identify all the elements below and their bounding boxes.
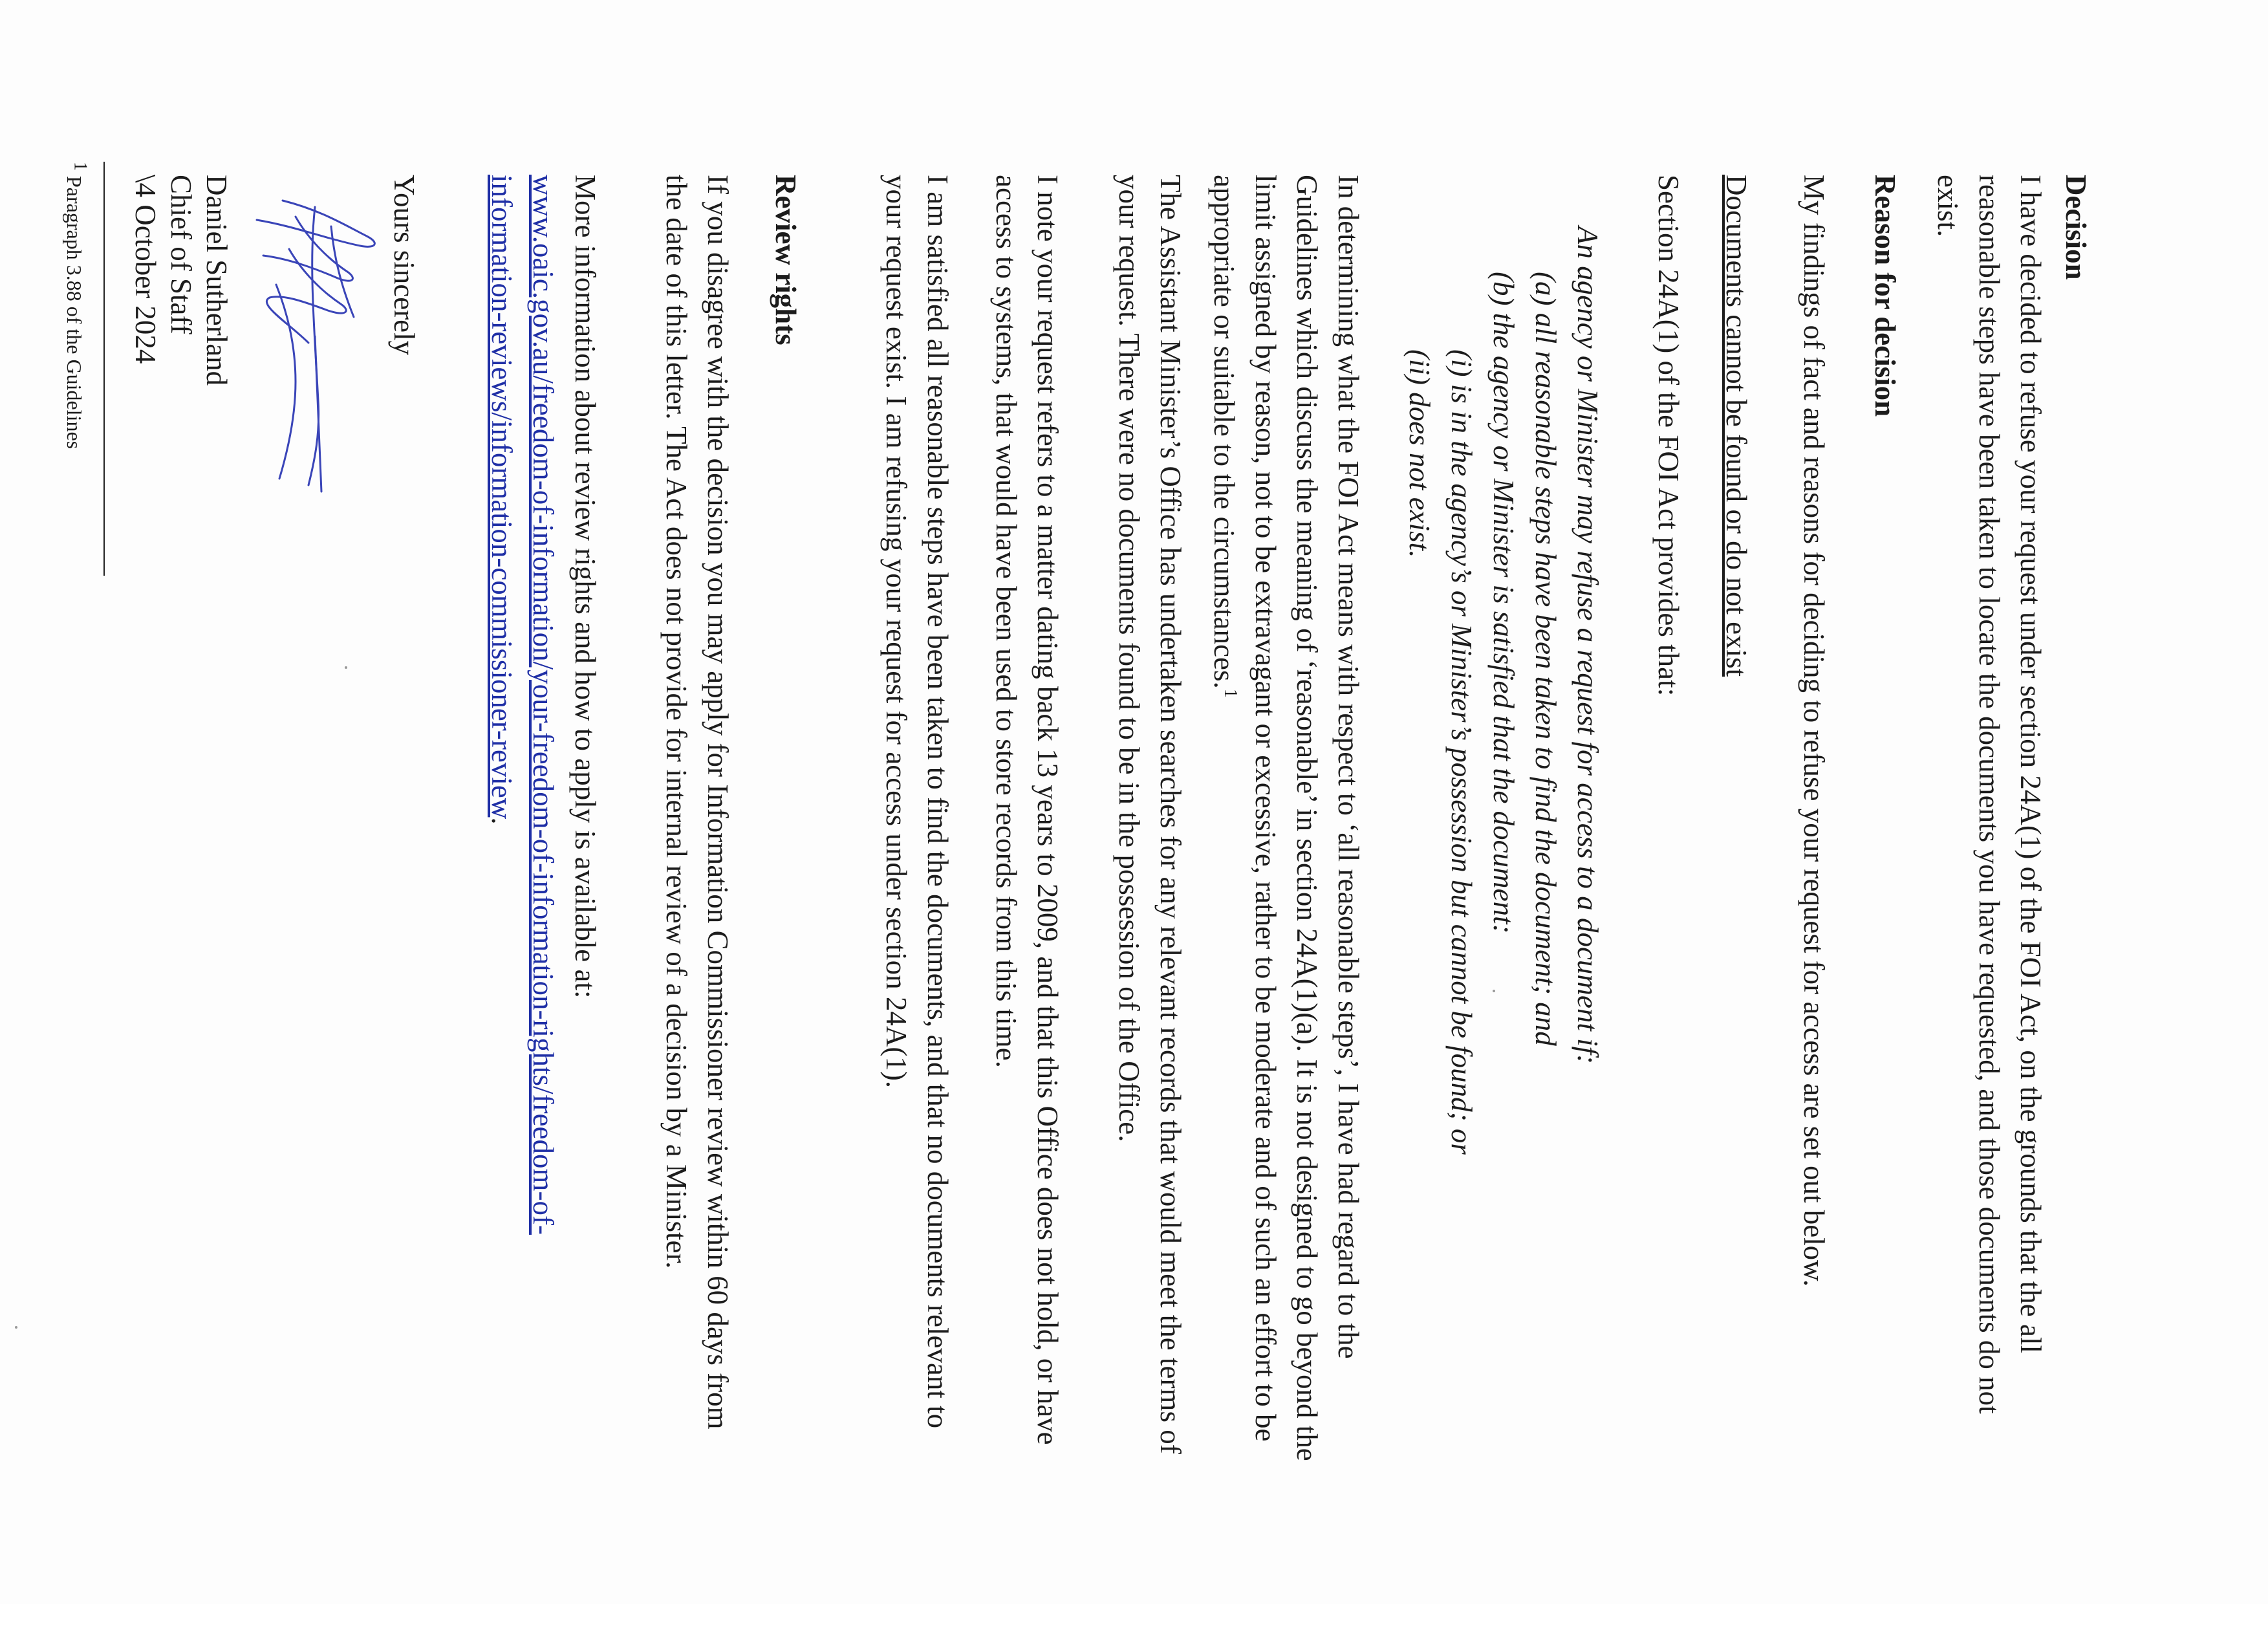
review-link[interactable]: www.oaic.gov.au/freedom-of-information/your-freedom-of-information-rights/freedom-of- information-reviews/information-commissioner-review. <box>486 175 559 1235</box>
signatory-title: Chief of Staff <box>165 175 197 334</box>
footnote-marker: 1 <box>1220 688 1240 698</box>
quote-b: (b) the agency or Minister is satisfied that the document: <box>1487 272 1520 934</box>
quote-ii: (ii) does not exist. <box>1403 349 1436 558</box>
timeframe-paragraph: I note your request refers to a matter dating back 13 years to 2009, and that this Office does not hold, or have access to systems, that would have been used to store records from this time. <box>990 175 1064 1445</box>
reason-intro: My findings of fact and reasons for deciding to refuse your request for access are set out below. <box>1798 175 1830 1287</box>
quote-a: (a) all reasonable steps have been taken to find the document; and <box>1529 272 1562 1046</box>
footnote-separator <box>103 162 105 576</box>
quote-i: (i) is in the agency’s or Minister’s possession but cannot be found; or <box>1445 349 1478 1155</box>
salutation: Yours sincerely <box>388 175 420 356</box>
reasonable-steps-paragraph: In determining what the FOI Act means with respect to ‘all reasonable steps’, I have had regard to the Guidelines which discuss the meaning of ‘reasonable’ in section 24A(1)(a). It is not designed to go beyond the limit assigned by reason, not to be extravagant or excessive, rather to be moderate and of such an effort to be appropriate or suitable to the circumstances.$^1$ <box>1208 175 1365 1461</box>
review-info-paragraph: More information about review rights and how to apply is available at: <box>569 175 601 999</box>
reason-subheading: Documents cannot be found or do not exist <box>1720 175 1753 677</box>
scan-speck <box>15 1326 17 1329</box>
decision-heading: Decision <box>2060 175 2092 280</box>
letter-date: \4 October 2024 <box>129 175 162 364</box>
quote-lead: An agency or Minister may refuse a request for access to a document if: <box>1571 226 1604 1065</box>
decision-text: I have decided to refuse your request under section 24A(1) of the FOI Act, on the grounds that the all reasonable steps have been taken to locate the documents you have requested, and those documents do not exist. <box>1932 175 2047 1414</box>
review-heading: Review rights <box>770 175 802 345</box>
searches-paragraph: The Assistant Minister’s Office has undertaken searches for any relevant records that would meet the terms of your request. There were no documents found to be in the possession of the Office. <box>1113 175 1187 1454</box>
review-paragraph: If you disagree with the decision you may apply for Information Commissioner review within 60 days from the date of this letter. The Act does not provide for internal review of a decision by a Minister. <box>660 175 734 1430</box>
section-text: Section 24A(1) of the FOI Act provides that: <box>1652 175 1685 697</box>
footnote: 1 Paragraph 3.88 of the Guidelines <box>63 162 91 450</box>
reason-heading: Reason for decision <box>1869 175 1901 417</box>
satisfied-paragraph: I am satisfied all reasonable steps have been taken to find the documents, and that no documents relevant to your request exist. I am refusing your request for access under section 24A(1). <box>880 175 954 1429</box>
signatory-name: Daniel Sutherland <box>200 175 233 386</box>
scan-speck <box>1493 990 1495 992</box>
signature-image <box>231 188 393 498</box>
scan-speck <box>345 666 347 669</box>
